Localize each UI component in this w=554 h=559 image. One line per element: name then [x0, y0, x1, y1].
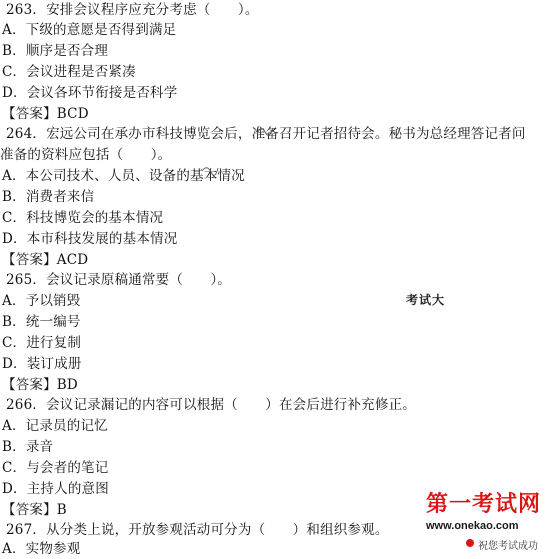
question-265-option-a: A．予以销毁 [2, 293, 81, 309]
question-263-option-a: A．下级的意愿是否得到满足 [2, 22, 177, 38]
question-265-option-c: C．进行复制 [2, 335, 82, 351]
scribble-mark-small [200, 163, 220, 177]
logo-url: www.onekao.com [426, 520, 519, 532]
question-267-option-a: A．实物参观 [2, 541, 81, 557]
question-263-answer: 【答案】BCD [2, 106, 89, 122]
question-265-option-b: B．统一编号 [2, 314, 81, 330]
question-264-stem: 264．宏远公司在承办市科技博览会后，准备召开记者招待会。秘书为总经理答记者问 [6, 126, 526, 142]
question-267-stem: 267．从分类上说，开放参观活动可分为（ ）和组织参观。 [6, 522, 389, 538]
question-264-option-b: B．消费者来信 [2, 189, 95, 205]
question-266-stem: 266．会议记录漏记的内容可以根据（ ）在会后进行补充修正。 [6, 397, 416, 413]
question-263-option-b: B．顺序是否合理 [2, 43, 109, 59]
question-266-answer: 【答案】B [2, 502, 67, 518]
site-logo [418, 487, 554, 557]
logo-dot-icon [466, 539, 474, 547]
question-265-stem: 265．会议记录原稿通常要（ ）。 [6, 272, 232, 288]
question-263-option-d: D．会议各环节衔接是否科学 [2, 85, 178, 101]
question-265-answer: 【答案】BD [2, 377, 78, 393]
question-264-option-a: A．本公司技术、人员、设备的基本情况 [2, 168, 245, 184]
question-264-option-d: D．本市科技发展的基本情况 [2, 231, 178, 247]
question-263-option-c: C．会议进程是否紧凑 [2, 64, 136, 80]
logo-title: 第一考试网 [426, 492, 542, 517]
question-264-answer: 【答案】ACD [2, 252, 89, 268]
question-264-option-c: C．科技博览会的基本情况 [2, 210, 164, 226]
watermark-kaoshida: 考试大 [406, 293, 446, 307]
logo-slogan: 祝您考试成功 [478, 541, 538, 552]
question-266-option-a: A．记录员的记忆 [2, 418, 108, 434]
scribble-mark [255, 122, 279, 140]
question-264-stem-continued: 准备的资料应包括（ ）。 [0, 147, 172, 163]
question-265-option-d: D．装订成册 [2, 356, 82, 372]
question-263-stem: 263．安排会议程序应充分考虑（ ）。 [6, 2, 259, 18]
question-266-option-b: B．录音 [2, 439, 54, 455]
question-266-option-d: D．主持人的意图 [2, 481, 109, 497]
question-266-option-c: C．与会者的笔记 [2, 460, 109, 476]
